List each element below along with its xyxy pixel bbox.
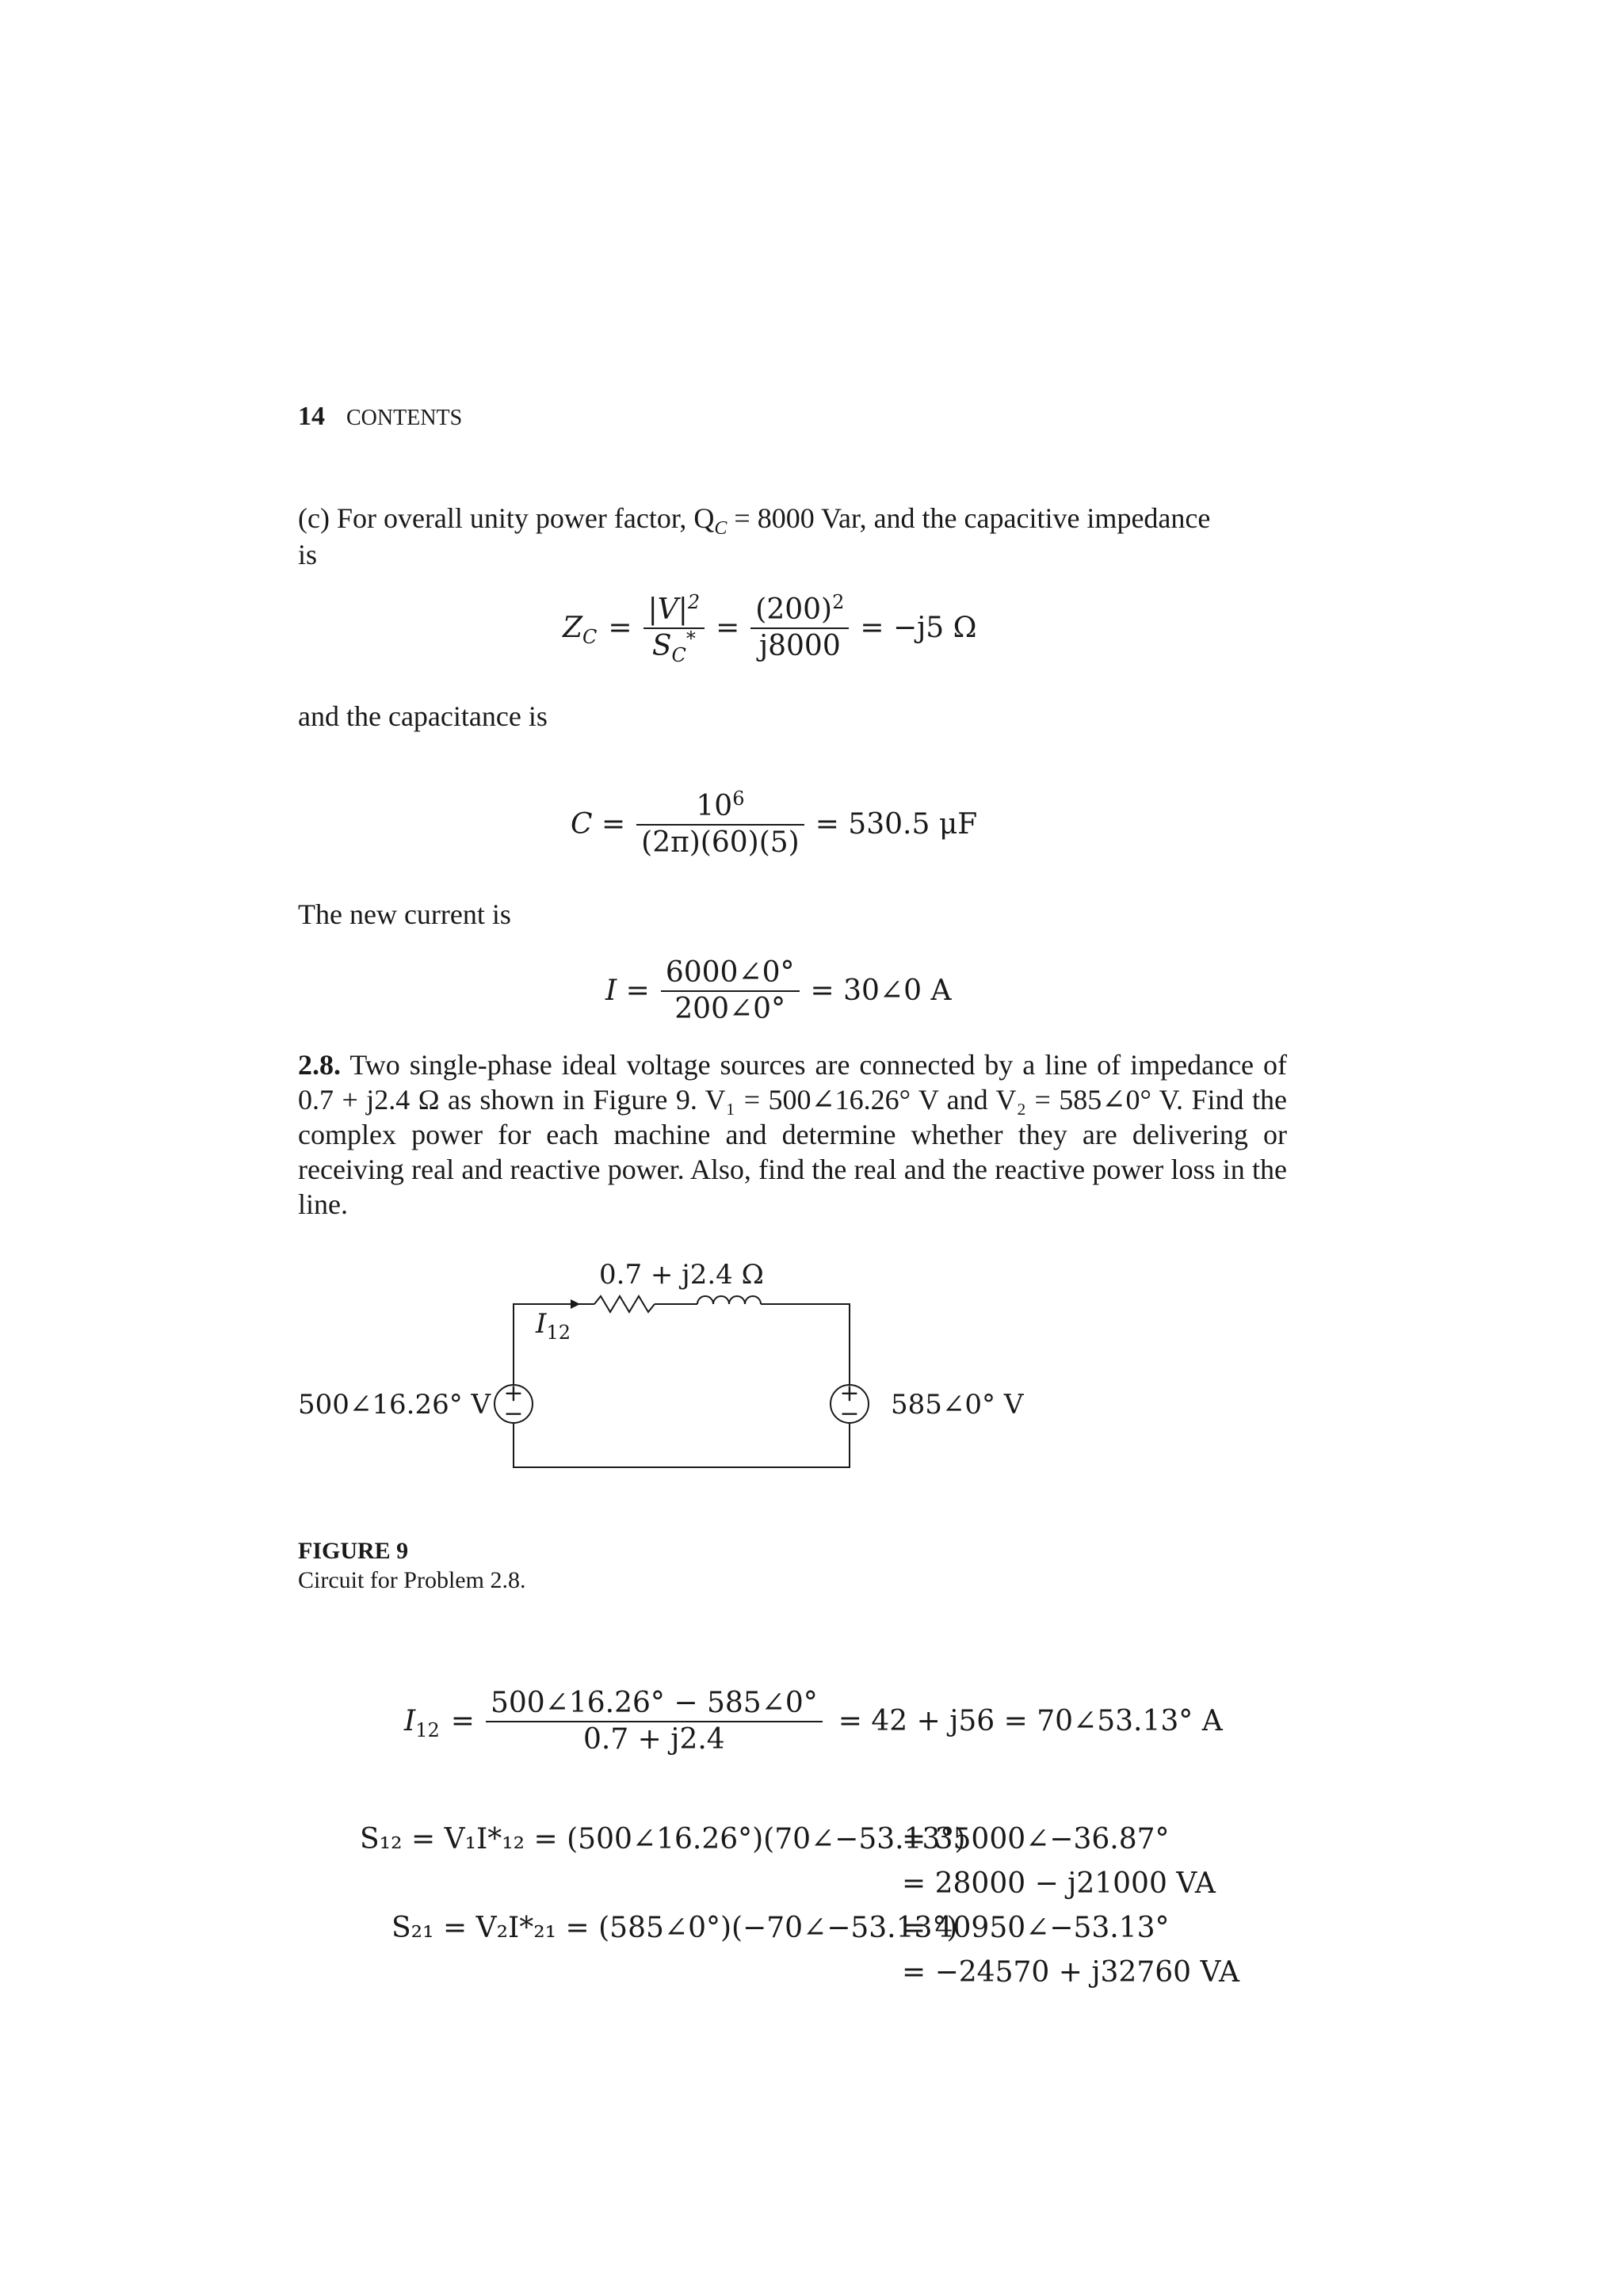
part-c-line1: (c) For overall unity power factor, $Q_C = 8000$ Var, and the capacitive impedance [298,502,1211,540]
i12-fraction: $\frac{500\angle 16.26^\circ - 585\angle 0^\circ}{0.7 + j2.4}$ [486,1688,823,1756]
circuit-diagram [285,1244,1062,1482]
equation-s21-result1: = 40950∠−53.13° [902,1912,1170,1944]
page-header [298,398,462,436]
equation-s21-result2: = −24570 + j32760 VA [902,1956,1240,1989]
source2-plus: + [839,1379,860,1407]
equation-s12-result2: = 28000 − j21000 VA [902,1867,1216,1900]
zc-fraction-2: $\frac{(200)^2}{j8000}$ [750,594,849,662]
problem-statement [298,1047,1287,1222]
source1-label: 500∠16.26° V [298,1389,491,1421]
running-title: CONTENTS [346,406,463,430]
equation-zc: $Z_C$ = $\frac{|V|^2}{S_C^*}$ = $\frac{(200)^2}{j8000}$ = −j5 Ω [563,591,977,667]
c-fraction: $\frac{10^6}{(2\pi)(60)(5)}$ [636,791,804,859]
source1-minus: − [503,1400,524,1428]
equation-s12-result1: = 35000∠−36.87° [902,1823,1170,1855]
i-fraction: $\frac{6000\angle 0^\circ}{200\angle 0^\circ}$ [661,957,800,1025]
equation-s21-line1: S₂₁ = V₂I*₂₁ = (585∠0°)(−70∠−53.13°) [391,1912,958,1944]
figure-caption [298,1537,525,1596]
equation-c: C = $\frac{10^6}{(2\pi)(60)(5)}$ = 530.5 μF [571,788,978,859]
current-label: $I_{12}$ [536,1308,571,1344]
wire-bottom [514,1423,850,1467]
impedance-label: 0.7 + j2.4 Ω [599,1259,764,1291]
source1-plus: + [503,1379,524,1407]
current-arrow-icon [571,1299,580,1309]
text-new-current: The new current is [298,898,511,930]
equation-i12: $I_{12}$ = $\frac{500\angle 16.26^\circ - 585\angle 0^\circ}{0.7 + j2.4}$ = 42 + j56 = 70∠53.13° A [404,1687,1223,1756]
figure-caption-text: Circuit for Problem 2.8. [298,1567,526,1593]
equation-s12-line1: S₁₂ = V₁I*₁₂ = (500∠16.26°)(70∠−53.13°) [360,1823,966,1855]
source2-label: 585∠0° V [891,1389,1024,1421]
equation-i: I = $\frac{6000\angle 0^\circ}{200\angle 0^\circ}$ = 30∠0 A [605,956,952,1025]
resistor [594,1296,655,1312]
figure-title: FIGURE 9 [298,1538,409,1564]
problem-text: Two single-phase ideal voltage sources are connected by a line of impedance of 0.7 + j2.4 Ω as shown in Figure 9. V₁ = 500∠16.26° V and V₂ = 585∠0° V. Find the complex power for each machine and determine whether they are delivering or receiving real and reactive power. Also, find the real and the reactive power loss in the line. [298,1049,1287,1220]
zc-fraction-1: $\frac{|V|^2}{S_C^*}$ [643,594,705,662]
wire-right-top [761,1304,850,1385]
text-capacitance: and the capacitance is [298,700,548,732]
source2-minus: − [839,1400,860,1428]
problem-label: 2.8. [298,1049,341,1081]
part-c-line2: is [298,539,318,570]
inductor [697,1296,761,1304]
page-number: 14 [298,402,325,431]
wire-left-top [514,1304,594,1385]
